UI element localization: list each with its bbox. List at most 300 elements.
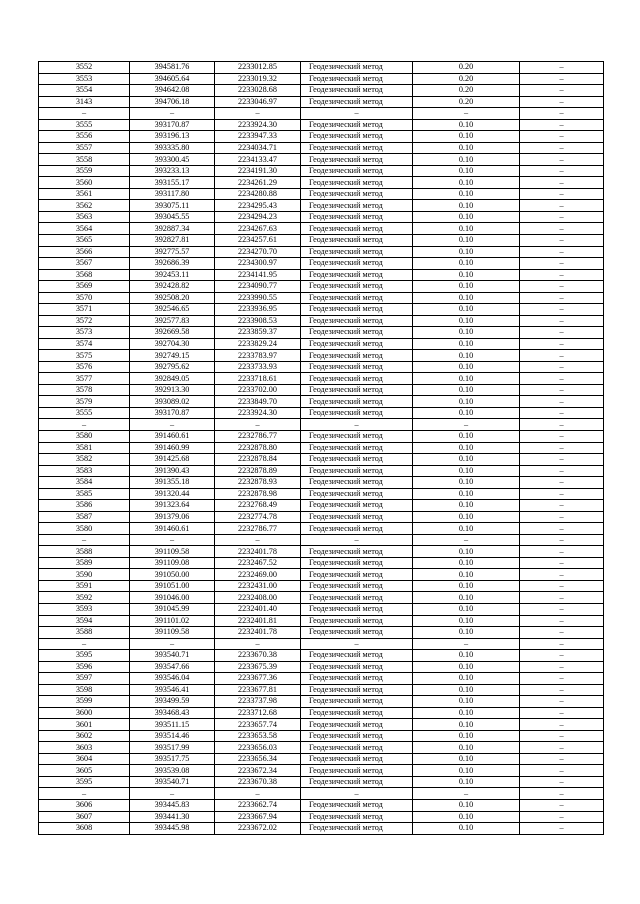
- table-row: [39, 592, 604, 604]
- point-number-cell: 3564: [39, 223, 130, 235]
- table-row: [39, 73, 604, 85]
- accuracy-cell: 0.20: [413, 85, 520, 97]
- y-coordinate-cell: 2234270.70: [215, 246, 301, 258]
- method-cell: Геодезический метод: [301, 350, 413, 362]
- x-coordinate-cell: 391460.61: [130, 523, 215, 535]
- description-cell: –: [520, 546, 604, 558]
- table-row: [39, 776, 604, 788]
- table-row: [39, 350, 604, 362]
- method-cell: Геодезический метод: [301, 165, 413, 177]
- description-cell: –: [520, 511, 604, 523]
- method-cell: Геодезический метод: [301, 511, 413, 523]
- description-cell: –: [520, 234, 604, 246]
- method-cell: Геодезический метод: [301, 615, 413, 627]
- description-cell: –: [520, 119, 604, 131]
- method-cell: Геодезический метод: [301, 119, 413, 131]
- table-row: [39, 742, 604, 754]
- table-row: [39, 638, 604, 650]
- description-cell: –: [520, 569, 604, 581]
- point-number-cell: 3598: [39, 684, 130, 696]
- x-coordinate-cell: 391323.64: [130, 500, 215, 512]
- accuracy-cell: 0.10: [413, 627, 520, 639]
- method-cell: Геодезический метод: [301, 281, 413, 293]
- y-coordinate-cell: 2233670.38: [215, 776, 301, 788]
- point-number-cell: 3585: [39, 488, 130, 500]
- accuracy-cell: 0.10: [413, 650, 520, 662]
- point-number-cell: 3560: [39, 177, 130, 189]
- x-coordinate-cell: 393546.41: [130, 684, 215, 696]
- point-number-cell: 3587: [39, 511, 130, 523]
- method-cell: –: [301, 419, 413, 431]
- y-coordinate-cell: 2232878.98: [215, 488, 301, 500]
- x-coordinate-cell: 392913.30: [130, 384, 215, 396]
- x-coordinate-cell: 394706.18: [130, 96, 215, 108]
- x-coordinate-cell: 391050.00: [130, 569, 215, 581]
- x-coordinate-cell: 393517.99: [130, 742, 215, 754]
- x-coordinate-cell: 393335.80: [130, 142, 215, 154]
- x-coordinate-cell: 394642.08: [130, 85, 215, 97]
- method-cell: Геодезический метод: [301, 258, 413, 270]
- table-row: [39, 765, 604, 777]
- description-cell: –: [520, 707, 604, 719]
- table-row: [39, 142, 604, 154]
- method-cell: Геодезический метод: [301, 465, 413, 477]
- table-row: [39, 85, 604, 97]
- method-cell: Геодезический метод: [301, 304, 413, 316]
- table-row: [39, 200, 604, 212]
- table-row: [39, 788, 604, 800]
- point-number-cell: 3567: [39, 258, 130, 270]
- table-row: [39, 258, 604, 270]
- table-row: [39, 673, 604, 685]
- point-number-cell: –: [39, 534, 130, 546]
- x-coordinate-cell: 394581.76: [130, 62, 215, 74]
- y-coordinate-cell: 2233859.37: [215, 327, 301, 339]
- accuracy-cell: 0.20: [413, 62, 520, 74]
- method-cell: Геодезический метод: [301, 246, 413, 258]
- point-number-cell: 3607: [39, 811, 130, 823]
- y-coordinate-cell: 2234261.29: [215, 177, 301, 189]
- table-row: [39, 96, 604, 108]
- description-cell: –: [520, 454, 604, 466]
- method-cell: Геодезический метод: [301, 753, 413, 765]
- point-number-cell: 3595: [39, 776, 130, 788]
- x-coordinate-cell: 392887.34: [130, 223, 215, 235]
- accuracy-cell: 0.10: [413, 707, 520, 719]
- description-cell: –: [520, 627, 604, 639]
- x-coordinate-cell: 393540.71: [130, 650, 215, 662]
- table-row: [39, 580, 604, 592]
- y-coordinate-cell: 2233028.68: [215, 85, 301, 97]
- accuracy-cell: 0.10: [413, 823, 520, 835]
- table-row: [39, 684, 604, 696]
- method-cell: Геодезический метод: [301, 823, 413, 835]
- y-coordinate-cell: 2232878.89: [215, 465, 301, 477]
- point-number-cell: 3555: [39, 407, 130, 419]
- description-cell: –: [520, 603, 604, 615]
- table-row: [39, 477, 604, 489]
- table-row: [39, 650, 604, 662]
- table-row: [39, 615, 604, 627]
- x-coordinate-cell: 393511.15: [130, 719, 215, 731]
- method-cell: Геодезический метод: [301, 477, 413, 489]
- description-cell: –: [520, 811, 604, 823]
- y-coordinate-cell: 2234280.88: [215, 188, 301, 200]
- x-coordinate-cell: 391109.58: [130, 546, 215, 558]
- y-coordinate-cell: 2233718.61: [215, 373, 301, 385]
- method-cell: Геодезический метод: [301, 523, 413, 535]
- description-cell: –: [520, 327, 604, 339]
- description-cell: –: [520, 108, 604, 120]
- method-cell: Геодезический метод: [301, 269, 413, 281]
- y-coordinate-cell: 2233908.53: [215, 315, 301, 327]
- table-row: [39, 454, 604, 466]
- table-row: [39, 431, 604, 443]
- point-number-cell: 3559: [39, 165, 130, 177]
- y-coordinate-cell: 2233656.34: [215, 753, 301, 765]
- x-coordinate-cell: 393441.30: [130, 811, 215, 823]
- point-number-cell: 3557: [39, 142, 130, 154]
- description-cell: –: [520, 315, 604, 327]
- point-number-cell: 3583: [39, 465, 130, 477]
- point-number-cell: 3570: [39, 292, 130, 304]
- y-coordinate-cell: 2233675.39: [215, 661, 301, 673]
- method-cell: Геодезический метод: [301, 546, 413, 558]
- table-row: [39, 511, 604, 523]
- accuracy-cell: –: [413, 108, 520, 120]
- accuracy-cell: 0.10: [413, 523, 520, 535]
- table-row: [39, 396, 604, 408]
- accuracy-cell: 0.10: [413, 200, 520, 212]
- y-coordinate-cell: 2234294.23: [215, 211, 301, 223]
- table-row: [39, 488, 604, 500]
- accuracy-cell: 0.10: [413, 281, 520, 293]
- x-coordinate-cell: 393045.55: [130, 211, 215, 223]
- table-row: [39, 442, 604, 454]
- method-cell: Геодезический метод: [301, 730, 413, 742]
- method-cell: Геодезический метод: [301, 800, 413, 812]
- point-number-cell: 3588: [39, 546, 130, 558]
- description-cell: –: [520, 730, 604, 742]
- accuracy-cell: 0.10: [413, 188, 520, 200]
- accuracy-cell: 0.10: [413, 327, 520, 339]
- x-coordinate-cell: 393468.43: [130, 707, 215, 719]
- accuracy-cell: 0.10: [413, 569, 520, 581]
- accuracy-cell: 0.10: [413, 384, 520, 396]
- description-cell: –: [520, 304, 604, 316]
- description-cell: –: [520, 338, 604, 350]
- point-number-cell: 3594: [39, 615, 130, 627]
- accuracy-cell: 0.10: [413, 500, 520, 512]
- method-cell: Геодезический метод: [301, 569, 413, 581]
- y-coordinate-cell: 2233990.55: [215, 292, 301, 304]
- table-row: [39, 800, 604, 812]
- accuracy-cell: 0.10: [413, 442, 520, 454]
- description-cell: –: [520, 211, 604, 223]
- method-cell: Геодезический метод: [301, 338, 413, 350]
- point-number-cell: 3575: [39, 350, 130, 362]
- x-coordinate-cell: 392546.65: [130, 304, 215, 316]
- method-cell: Геодезический метод: [301, 200, 413, 212]
- method-cell: Геодезический метод: [301, 650, 413, 662]
- accuracy-cell: 0.10: [413, 396, 520, 408]
- x-coordinate-cell: 393499.59: [130, 696, 215, 708]
- table-row: [39, 62, 604, 74]
- x-coordinate-cell: 394605.64: [130, 73, 215, 85]
- x-coordinate-cell: 391355.18: [130, 477, 215, 489]
- point-number-cell: 3580: [39, 523, 130, 535]
- x-coordinate-cell: 393517.75: [130, 753, 215, 765]
- table-row: [39, 523, 604, 535]
- point-number-cell: 3601: [39, 719, 130, 731]
- description-cell: –: [520, 246, 604, 258]
- table-row: [39, 188, 604, 200]
- point-number-cell: 3577: [39, 373, 130, 385]
- description-cell: –: [520, 223, 604, 235]
- x-coordinate-cell: 393547.66: [130, 661, 215, 673]
- y-coordinate-cell: 2233737.98: [215, 696, 301, 708]
- x-coordinate-cell: 393089.02: [130, 396, 215, 408]
- point-number-cell: 3562: [39, 200, 130, 212]
- method-cell: Геодезический метод: [301, 811, 413, 823]
- point-number-cell: 3595: [39, 650, 130, 662]
- table-row: [39, 384, 604, 396]
- x-coordinate-cell: 393196.13: [130, 131, 215, 143]
- accuracy-cell: 0.10: [413, 546, 520, 558]
- accuracy-cell: –: [413, 638, 520, 650]
- point-number-cell: –: [39, 419, 130, 431]
- description-cell: –: [520, 431, 604, 443]
- y-coordinate-cell: 2233702.00: [215, 384, 301, 396]
- description-cell: –: [520, 85, 604, 97]
- y-coordinate-cell: 2233019.32: [215, 73, 301, 85]
- accuracy-cell: –: [413, 788, 520, 800]
- y-coordinate-cell: 2233662.74: [215, 800, 301, 812]
- y-coordinate-cell: 2232774.78: [215, 511, 301, 523]
- y-coordinate-cell: 2232467.52: [215, 557, 301, 569]
- x-coordinate-cell: 391379.06: [130, 511, 215, 523]
- accuracy-cell: 0.10: [413, 557, 520, 569]
- y-coordinate-cell: 2234300.97: [215, 258, 301, 270]
- accuracy-cell: 0.10: [413, 234, 520, 246]
- description-cell: –: [520, 500, 604, 512]
- description-cell: –: [520, 800, 604, 812]
- table-row: [39, 281, 604, 293]
- y-coordinate-cell: 2233829.24: [215, 338, 301, 350]
- x-coordinate-cell: 392453.11: [130, 269, 215, 281]
- point-number-cell: –: [39, 108, 130, 120]
- y-coordinate-cell: 2234191.30: [215, 165, 301, 177]
- method-cell: Геодезический метод: [301, 592, 413, 604]
- description-cell: –: [520, 776, 604, 788]
- description-cell: –: [520, 765, 604, 777]
- accuracy-cell: 0.10: [413, 488, 520, 500]
- description-cell: –: [520, 177, 604, 189]
- x-coordinate-cell: 393300.45: [130, 154, 215, 166]
- point-number-cell: 3605: [39, 765, 130, 777]
- method-cell: Геодезический метод: [301, 431, 413, 443]
- method-cell: Геодезический метод: [301, 96, 413, 108]
- description-cell: –: [520, 557, 604, 569]
- method-cell: Геодезический метод: [301, 373, 413, 385]
- description-cell: –: [520, 673, 604, 685]
- x-coordinate-cell: 392577.83: [130, 315, 215, 327]
- accuracy-cell: 0.10: [413, 258, 520, 270]
- point-number-cell: 3565: [39, 234, 130, 246]
- description-cell: –: [520, 292, 604, 304]
- point-number-cell: 3576: [39, 361, 130, 373]
- table-row: [39, 603, 604, 615]
- table-row: [39, 177, 604, 189]
- point-number-cell: 3579: [39, 396, 130, 408]
- y-coordinate-cell: 2232786.77: [215, 431, 301, 443]
- description-cell: –: [520, 165, 604, 177]
- document-page: [38, 61, 603, 835]
- x-coordinate-cell: 393539.08: [130, 765, 215, 777]
- x-coordinate-cell: 392795.62: [130, 361, 215, 373]
- point-number-cell: 3573: [39, 327, 130, 339]
- method-cell: Геодезический метод: [301, 62, 413, 74]
- description-cell: –: [520, 442, 604, 454]
- description-cell: –: [520, 188, 604, 200]
- x-coordinate-cell: 392849.05: [130, 373, 215, 385]
- x-coordinate-cell: 393155.17: [130, 177, 215, 189]
- point-number-cell: –: [39, 788, 130, 800]
- x-coordinate-cell: –: [130, 419, 215, 431]
- point-number-cell: 3599: [39, 696, 130, 708]
- accuracy-cell: 0.10: [413, 592, 520, 604]
- table-row: [39, 730, 604, 742]
- y-coordinate-cell: 2232401.78: [215, 627, 301, 639]
- method-cell: Геодезический метод: [301, 661, 413, 673]
- point-number-cell: 3597: [39, 673, 130, 685]
- description-cell: –: [520, 788, 604, 800]
- accuracy-cell: 0.10: [413, 511, 520, 523]
- table-row: [39, 327, 604, 339]
- point-number-cell: 3572: [39, 315, 130, 327]
- table-row: [39, 119, 604, 131]
- table-row: [39, 292, 604, 304]
- x-coordinate-cell: 391051.00: [130, 580, 215, 592]
- description-cell: –: [520, 696, 604, 708]
- accuracy-cell: 0.20: [413, 96, 520, 108]
- accuracy-cell: 0.10: [413, 211, 520, 223]
- table-row: [39, 165, 604, 177]
- point-number-cell: 3554: [39, 85, 130, 97]
- y-coordinate-cell: 2234295.43: [215, 200, 301, 212]
- y-coordinate-cell: –: [215, 788, 301, 800]
- x-coordinate-cell: 392827.81: [130, 234, 215, 246]
- x-coordinate-cell: 392749.15: [130, 350, 215, 362]
- y-coordinate-cell: –: [215, 534, 301, 546]
- x-coordinate-cell: 391320.44: [130, 488, 215, 500]
- accuracy-cell: 0.10: [413, 811, 520, 823]
- method-cell: Геодезический метод: [301, 315, 413, 327]
- point-number-cell: 3596: [39, 661, 130, 673]
- y-coordinate-cell: 2232401.78: [215, 546, 301, 558]
- x-coordinate-cell: 392669.58: [130, 327, 215, 339]
- table-row: [39, 823, 604, 835]
- description-cell: –: [520, 650, 604, 662]
- y-coordinate-cell: 2233677.81: [215, 684, 301, 696]
- y-coordinate-cell: 2232768.49: [215, 500, 301, 512]
- y-coordinate-cell: 2234141.95: [215, 269, 301, 281]
- table-row: [39, 661, 604, 673]
- table-row: [39, 465, 604, 477]
- x-coordinate-cell: 392775.57: [130, 246, 215, 258]
- accuracy-cell: 0.10: [413, 246, 520, 258]
- method-cell: Геодезический метод: [301, 361, 413, 373]
- point-number-cell: 3569: [39, 281, 130, 293]
- method-cell: Геодезический метод: [301, 154, 413, 166]
- y-coordinate-cell: –: [215, 419, 301, 431]
- point-number-cell: 3558: [39, 154, 130, 166]
- table-row: [39, 373, 604, 385]
- point-number-cell: 3588: [39, 627, 130, 639]
- accuracy-cell: 0.10: [413, 177, 520, 189]
- accuracy-cell: 0.10: [413, 338, 520, 350]
- coordinates-table-body: [39, 62, 604, 835]
- x-coordinate-cell: 393170.87: [130, 407, 215, 419]
- accuracy-cell: 0.10: [413, 765, 520, 777]
- x-coordinate-cell: 391109.58: [130, 627, 215, 639]
- point-number-cell: 3604: [39, 753, 130, 765]
- description-cell: –: [520, 73, 604, 85]
- x-coordinate-cell: 391045.99: [130, 603, 215, 615]
- accuracy-cell: –: [413, 419, 520, 431]
- table-row: [39, 546, 604, 558]
- accuracy-cell: 0.10: [413, 361, 520, 373]
- description-cell: –: [520, 62, 604, 74]
- method-cell: Геодезический метод: [301, 707, 413, 719]
- accuracy-cell: 0.10: [413, 142, 520, 154]
- method-cell: Геодезический метод: [301, 442, 413, 454]
- method-cell: Геодезический метод: [301, 292, 413, 304]
- description-cell: –: [520, 477, 604, 489]
- method-cell: Геодезический метод: [301, 684, 413, 696]
- table-row: [39, 719, 604, 731]
- point-number-cell: 3574: [39, 338, 130, 350]
- method-cell: Геодезический метод: [301, 223, 413, 235]
- x-coordinate-cell: 392428.82: [130, 281, 215, 293]
- table-row: [39, 407, 604, 419]
- description-cell: –: [520, 580, 604, 592]
- accuracy-cell: 0.10: [413, 580, 520, 592]
- table-row: [39, 246, 604, 258]
- x-coordinate-cell: –: [130, 108, 215, 120]
- table-row: [39, 234, 604, 246]
- description-cell: –: [520, 534, 604, 546]
- y-coordinate-cell: 2232878.80: [215, 442, 301, 454]
- point-number-cell: 3143: [39, 96, 130, 108]
- method-cell: Геодезический метод: [301, 73, 413, 85]
- method-cell: Геодезический метод: [301, 488, 413, 500]
- accuracy-cell: 0.10: [413, 603, 520, 615]
- description-cell: –: [520, 742, 604, 754]
- point-number-cell: 3582: [39, 454, 130, 466]
- method-cell: Геодезический метод: [301, 719, 413, 731]
- description-cell: –: [520, 488, 604, 500]
- y-coordinate-cell: 2233672.02: [215, 823, 301, 835]
- accuracy-cell: 0.10: [413, 673, 520, 685]
- x-coordinate-cell: 393445.83: [130, 800, 215, 812]
- method-cell: Геодезический метод: [301, 673, 413, 685]
- y-coordinate-cell: 2233672.34: [215, 765, 301, 777]
- point-number-cell: 3571: [39, 304, 130, 316]
- description-cell: –: [520, 823, 604, 835]
- method-cell: Геодезический метод: [301, 603, 413, 615]
- description-cell: –: [520, 661, 604, 673]
